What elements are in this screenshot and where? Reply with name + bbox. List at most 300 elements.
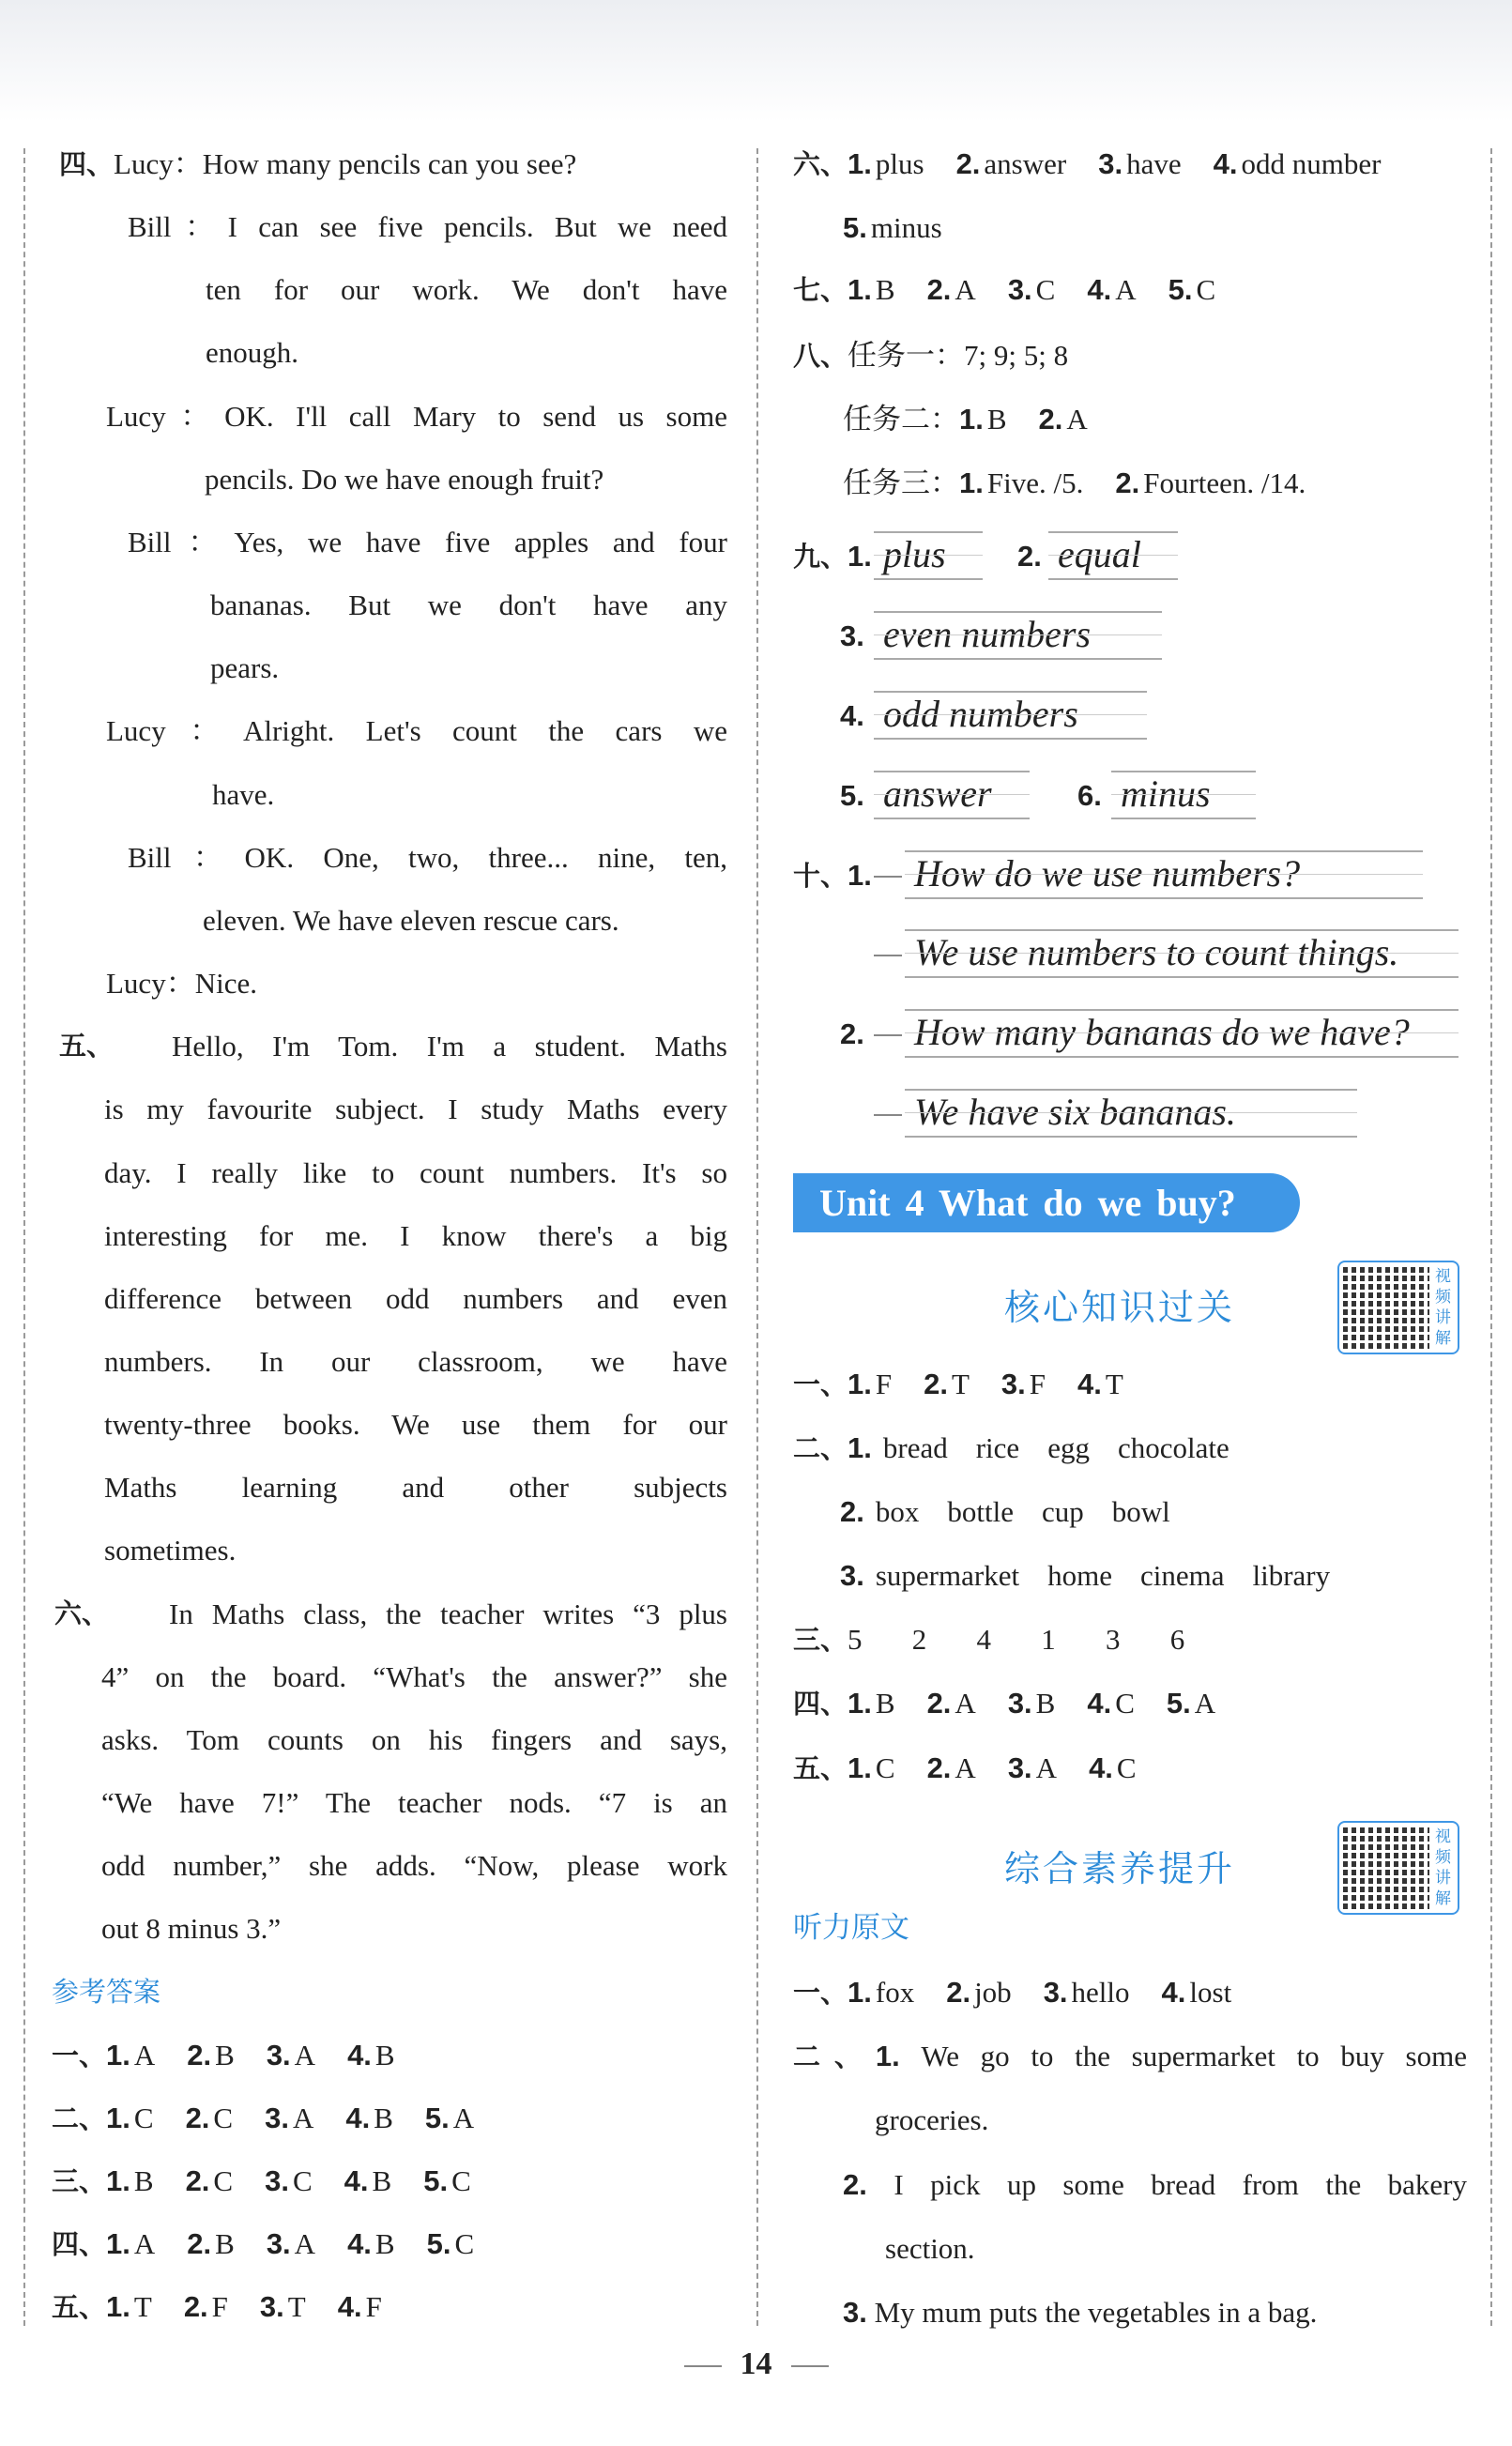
item-answer: F	[211, 2290, 228, 2324]
section-label: 五、	[52, 2291, 107, 2324]
item-number: 1.	[848, 273, 872, 306]
answer-item	[347, 2212, 395, 2275]
section-label: 六、	[793, 148, 848, 180]
answer-row	[840, 1480, 1199, 1543]
item-number: 1.	[106, 2164, 130, 2197]
section-label: 四、	[793, 1688, 848, 1720]
answer-item	[345, 2087, 393, 2149]
page-number-text: 14	[740, 2347, 772, 2381]
handwritten-sentence: We have six bananas.	[905, 1089, 1357, 1138]
answer-item	[1089, 1736, 1137, 1799]
qr-code-icon	[1343, 1266, 1429, 1349]
item-number: 2.	[1038, 403, 1063, 436]
section-label-row	[793, 525, 872, 588]
item-answer: job	[974, 1976, 1012, 2009]
item-answer: B	[374, 2038, 395, 2071]
section-label: 四、	[52, 2228, 107, 2261]
text: Hello, I'm Tom. I'm a student. Maths	[172, 1030, 727, 1063]
item-answer: odd number	[1241, 147, 1382, 180]
answer-item	[425, 2087, 474, 2149]
dash-mark	[874, 955, 902, 956]
answer-word: chocolate	[1117, 1431, 1229, 1464]
section-label: 一、	[793, 1368, 848, 1400]
section-label: 二、	[52, 2102, 107, 2134]
item-number: 4.	[337, 2290, 362, 2324]
passage-line: odd number,” she adds. “Now, please work	[101, 1849, 727, 1883]
item-answer: A	[1035, 1751, 1058, 1784]
answer-row	[793, 1736, 1168, 1799]
item-answer: B	[986, 403, 1007, 436]
answer-word: supermarket	[875, 1559, 1020, 1592]
item-answer: B	[374, 2227, 395, 2261]
item-answer: C	[1196, 273, 1216, 306]
item-number: 4.	[840, 699, 864, 732]
passage-line: difference between odd numbers and even	[104, 1281, 727, 1315]
answer-item	[843, 196, 942, 259]
handwritten-sentence: How do we use numbers?	[905, 850, 1423, 899]
item-answer: T	[951, 1368, 970, 1400]
passage-line: day. I really like to count numbers. It's so	[104, 1155, 727, 1189]
answer-item	[927, 1736, 976, 1799]
item-answer: F	[365, 2290, 382, 2324]
item-answer: C	[1116, 1751, 1137, 1784]
task-answer: 7; 9; 5; 8	[964, 339, 1069, 372]
task-label: 任务二：	[843, 403, 959, 436]
answer-row	[52, 2024, 727, 2087]
passage-line: “We have 7!” The teacher nods. “7 is an	[101, 1786, 727, 1820]
item-number: 4.	[1089, 1751, 1113, 1784]
handwritten-sentence: How many bananas do we have?	[905, 1009, 1459, 1058]
answer-item	[924, 1353, 970, 1415]
item-number: 1.	[106, 2038, 130, 2071]
item-number: 2.	[183, 2290, 208, 2324]
dialogue-line: ten for our work. We don't have	[206, 273, 727, 307]
item-answer: B	[374, 2101, 393, 2134]
section-label: 六、	[54, 1597, 110, 1629]
qr-code-video[interactable]	[1337, 1821, 1459, 1915]
answer-item	[187, 2212, 235, 2275]
column-divider	[1490, 148, 1492, 2326]
answer-word: bowl	[1111, 1495, 1170, 1528]
answer-item	[106, 2087, 154, 2149]
answer-row	[843, 451, 1337, 514]
answer-item	[848, 1961, 914, 2024]
answer-item	[423, 2149, 471, 2212]
passage-line: Maths learning and other subjects	[104, 1471, 727, 1505]
item-number: 2.	[185, 2101, 210, 2134]
dialogue-line: Bill：Yes, we have five apples and four	[128, 525, 727, 558]
section-label: 八、	[793, 340, 848, 372]
item-answer: Five. /5.	[986, 466, 1084, 499]
answer-item	[1087, 258, 1136, 321]
item-number: 5.	[843, 211, 867, 244]
item-answer: C	[1035, 273, 1056, 306]
item-answer: C	[451, 2164, 471, 2197]
section-label: 四、	[59, 148, 115, 180]
item-number: 3.	[266, 2227, 291, 2261]
item-number: 2.	[840, 1017, 864, 1050]
passage-line: asks. Tom counts on his fingers and says,	[101, 1722, 727, 1756]
section-label: 三、	[52, 2165, 107, 2197]
answer-word: library	[1252, 1559, 1331, 1592]
answer-item	[186, 2087, 234, 2149]
item-number: 2.	[1017, 540, 1042, 573]
item-number: 1.	[848, 1687, 872, 1720]
listening-title: 听力原文	[793, 1911, 909, 1945]
answer-row	[793, 258, 1247, 321]
answer-item	[106, 2149, 154, 2212]
item-number: 3.	[1007, 1751, 1032, 1784]
passage-line: numbers. In our classroom, we have	[104, 1344, 727, 1378]
item-number: 3.	[265, 2164, 289, 2197]
item-answer: A	[294, 2227, 316, 2261]
item-answer: F	[1029, 1368, 1046, 1400]
item-answer: A	[133, 2227, 156, 2261]
item-number: 4.	[1213, 147, 1238, 180]
text: In Maths class, the teacher writes “3 plus	[169, 1597, 727, 1630]
dash-mark	[874, 1034, 902, 1036]
item-number: 1.	[848, 540, 872, 573]
item-number: 4.	[344, 2164, 369, 2197]
unit-banner: Unit 4 What do we buy?	[793, 1173, 1300, 1232]
item-number: 4.	[345, 2101, 371, 2134]
item-answer: C	[133, 2101, 154, 2134]
section-title-core: 核心知识过关	[1004, 1287, 1236, 1328]
answer-item	[1039, 388, 1088, 451]
answer-item	[184, 2275, 228, 2338]
item-answer: A	[1066, 403, 1088, 436]
item-number: 4.	[1087, 1687, 1112, 1720]
item-number: 1.	[106, 2290, 130, 2324]
answer-item	[344, 2149, 392, 2212]
item-answer: B	[133, 2164, 154, 2197]
answer-item	[848, 1736, 895, 1799]
answer-row	[793, 1353, 1155, 1415]
section-label: 七、	[793, 274, 848, 306]
answer-item	[927, 1672, 976, 1735]
qr-label: 视频讲解	[1435, 1267, 1451, 1348]
task-label: 任务一：	[848, 339, 965, 372]
answer-item	[959, 388, 1007, 451]
handwritten-answer: answer	[874, 771, 1030, 819]
answer-item	[848, 258, 895, 321]
item-number: 5.	[1166, 1687, 1191, 1720]
item-number: 2.	[926, 1687, 952, 1720]
answer-item	[106, 2212, 155, 2275]
dialogue-line: Lucy：Alright. Let's count the cars we	[106, 714, 727, 748]
item-number: 5.	[1168, 273, 1193, 306]
item-answer: F	[875, 1368, 893, 1400]
answer-item	[338, 2275, 382, 2338]
answer-word: egg	[1047, 1431, 1090, 1464]
item-answer: T	[1105, 1368, 1123, 1400]
answers-title: 参考答案	[52, 1975, 161, 2008]
answer-item	[956, 132, 1067, 195]
passage-line: twenty-three books. We use them for our	[104, 1408, 727, 1442]
qr-code-icon	[1343, 1827, 1429, 1909]
item-number: 1.	[106, 2227, 130, 2261]
item-answer: answer	[984, 147, 1067, 180]
answer-item	[1167, 1672, 1215, 1735]
item-number: 1.	[848, 147, 872, 180]
dialogue-line: pencils. Do we have enough fruit?	[205, 462, 604, 496]
item-number: 3.	[843, 2296, 867, 2329]
answer-item	[1168, 258, 1216, 321]
text: My mum puts the vegetables in a bag.	[874, 2296, 1318, 2329]
item-answer: A	[955, 273, 976, 306]
item-number: 4.	[347, 2038, 372, 2071]
item-number: 4.	[1077, 1368, 1102, 1400]
answer-item	[1087, 1672, 1135, 1735]
dialogue-line: Bill：I can see five pencils. But we need	[128, 210, 727, 244]
item-number: 1.	[959, 466, 984, 499]
answer-row	[52, 2087, 727, 2149]
section-label: 二、	[793, 2041, 876, 2072]
item-answer: C	[1115, 1687, 1135, 1720]
item-answer: minus	[870, 211, 942, 244]
item-number: 1.	[848, 1751, 872, 1784]
text: Lucy：How many pencils can you see?	[114, 147, 577, 180]
passage-line	[52, 1582, 727, 1645]
item-number: 3.	[1000, 1368, 1026, 1400]
item-number: 2.	[924, 1368, 948, 1400]
section-title-improve: 综合素养提升	[1004, 1848, 1236, 1889]
section-label: 五、	[59, 1030, 115, 1062]
handwritten-answer: odd numbers	[874, 691, 1147, 740]
dialogue-line: have.	[212, 777, 275, 811]
item-answer: B	[875, 273, 895, 306]
dialogue-line: enough.	[206, 336, 299, 370]
answer-row	[840, 1544, 1358, 1607]
qr-code-video[interactable]	[1337, 1261, 1459, 1354]
handwritten-sentence: We use numbers to count things.	[905, 929, 1459, 978]
item-answer: C	[292, 2164, 313, 2197]
answer-row	[843, 196, 974, 259]
answer-word: box	[875, 1495, 920, 1528]
item-number: 2.	[1115, 466, 1140, 499]
answer-item	[260, 2275, 306, 2338]
item-number: 2.	[946, 1976, 971, 2009]
item-answer: B	[372, 2164, 392, 2197]
item-answer: have	[1126, 147, 1182, 180]
item-number: 3.	[1098, 147, 1123, 180]
transcript-line	[843, 2153, 1467, 2216]
answer-row	[843, 388, 1120, 451]
section-label: 一、	[793, 1977, 848, 2009]
item-answer: A	[1115, 273, 1137, 306]
item-answer: B	[875, 1687, 895, 1720]
item-answer: hello	[1071, 1976, 1130, 2009]
item-number: 3.	[266, 2038, 291, 2071]
dialogue-line: pears.	[210, 651, 280, 685]
transcript-line	[843, 2281, 1317, 2344]
answer-item	[1162, 1961, 1232, 2024]
handwritten-answer: equal	[1048, 531, 1178, 580]
item-number: 6.	[1077, 779, 1102, 812]
answer-item	[848, 1353, 892, 1415]
transcript-line: groceries.	[875, 2103, 989, 2136]
item-answer: C	[213, 2101, 234, 2134]
answer-item	[106, 2275, 152, 2338]
item-answer: B	[215, 2038, 235, 2071]
item-answer: B	[215, 2227, 235, 2261]
answer-item	[1098, 132, 1181, 195]
passage-line: interesting for me. I know there's a big	[104, 1218, 727, 1252]
item-number: 3.	[259, 2290, 284, 2324]
dialogue-line: Lucy：OK. I'll call Mary to send us some	[106, 399, 727, 433]
answer-word: cup	[1041, 1495, 1084, 1528]
item-number: 2.	[926, 1751, 952, 1784]
item-answer: A	[452, 2101, 475, 2134]
item-answer: B	[1035, 1687, 1056, 1720]
answer-item	[106, 2024, 155, 2087]
dialogue-line: bananas. But we don't have any	[210, 589, 727, 622]
item-number: 1.	[848, 1431, 872, 1464]
item-number: 4.	[347, 2227, 372, 2261]
dialogue-line	[52, 132, 727, 195]
answer-row	[793, 1961, 1263, 2024]
answer-row	[52, 2149, 727, 2212]
answer-item	[1077, 1353, 1123, 1415]
answer-text: 5 2 4 1 3 6	[848, 1623, 1185, 1656]
item-answer: Fourteen. /14.	[1143, 466, 1306, 499]
answer-item	[1044, 1961, 1130, 2024]
item-number: 5.	[424, 2101, 450, 2134]
answer-item	[1214, 132, 1382, 195]
item-number: 3.	[1007, 273, 1032, 306]
answer-item	[427, 2212, 475, 2275]
answer-item	[946, 1961, 1011, 2024]
section-label: 二、	[793, 1432, 848, 1464]
column-divider	[23, 148, 25, 2326]
passage-line: sometimes.	[104, 1534, 237, 1567]
item-number: 5.	[423, 2164, 449, 2197]
item-number: 2.	[840, 1495, 864, 1528]
transcript-line: section.	[885, 2232, 975, 2265]
item-answer: C	[875, 1751, 895, 1784]
handwritten-answer: even numbers	[874, 611, 1162, 660]
item-number: 3.	[840, 1559, 864, 1592]
answer-item	[186, 2149, 234, 2212]
answer-row	[793, 1608, 1184, 1671]
text: I pick up some bread from the bakery	[893, 2168, 1468, 2201]
item-number: 1.	[848, 1976, 872, 2009]
dialogue-line: eleven. We have eleven rescue cars.	[203, 903, 619, 937]
section-label: 三、	[793, 1624, 848, 1656]
item-number: 2.	[187, 2227, 212, 2261]
handwritten-answer: plus	[874, 531, 983, 580]
answer-item	[267, 2212, 315, 2275]
answer-row	[52, 2212, 727, 2275]
qr-label: 视频讲解	[1435, 1827, 1451, 1908]
section-label: 一、	[52, 2039, 107, 2071]
handwritten-answer: minus	[1111, 771, 1256, 819]
item-answer: A	[133, 2038, 156, 2071]
page-header-band	[0, 0, 1512, 122]
item-number: 4.	[1161, 1976, 1186, 2009]
page-number	[0, 2347, 1512, 2382]
item-answer: C	[454, 2227, 475, 2261]
answer-item	[265, 2149, 313, 2212]
transcript-line	[793, 2025, 1467, 2087]
item-number: 1.	[959, 403, 984, 436]
item-answer: A	[1194, 1687, 1216, 1720]
item-number: 3.	[265, 2101, 289, 2134]
item-answer: A	[292, 2101, 314, 2134]
answer-row	[52, 2275, 727, 2338]
passage-line: out 8 minus 3.”	[101, 1912, 282, 1946]
item-number: 3.	[1043, 1976, 1068, 2009]
section-label: 五、	[793, 1752, 848, 1784]
answer-item	[267, 2024, 315, 2087]
answer-word: cinema	[1139, 1559, 1225, 1592]
passage-line: is my favourite subject. I study Maths every	[104, 1093, 727, 1126]
task-label: 任务三：	[843, 466, 959, 499]
item-number: 4.	[1087, 273, 1112, 306]
text: We go to the supermarket to buy some	[921, 2040, 1467, 2072]
answer-item	[1115, 451, 1306, 514]
section-label: 十、	[793, 860, 848, 892]
item-answer: T	[287, 2290, 306, 2324]
item-number: 3.	[840, 619, 864, 652]
answer-item	[1001, 1353, 1046, 1415]
item-number: 5.	[426, 2227, 451, 2261]
item-answer: A	[955, 1751, 976, 1784]
answer-item	[1008, 1736, 1057, 1799]
answer-item	[927, 258, 976, 321]
answer-word: home	[1047, 1559, 1112, 1592]
item-answer: A	[294, 2038, 316, 2071]
dialogue-line: Lucy：Nice.	[106, 967, 257, 1001]
item-number: 2.	[955, 147, 981, 180]
section-label-row	[793, 844, 872, 907]
answer-item	[848, 132, 924, 195]
item-number: 5.	[840, 779, 864, 812]
item-answer: A	[955, 1687, 976, 1720]
answer-word: bread	[882, 1431, 948, 1464]
item-number: 2.	[843, 2168, 867, 2201]
answer-row	[793, 1672, 1247, 1735]
item-number: 1.	[848, 1368, 872, 1400]
answer-row	[793, 1416, 1258, 1479]
item-number: 1.	[106, 2101, 130, 2134]
passage-line: 4” on the board. “What's the answer?” she	[101, 1659, 727, 1693]
answer-item	[187, 2024, 235, 2087]
section-label: 九、	[793, 541, 848, 573]
column-divider	[756, 148, 758, 2326]
dash-mark	[874, 1114, 902, 1116]
item-number: 3.	[1007, 1687, 1032, 1720]
item-answer: plus	[875, 147, 924, 180]
item-number: 1.	[848, 859, 872, 892]
item-answer: lost	[1189, 1976, 1232, 2009]
dash-mark	[874, 876, 902, 878]
answer-item	[265, 2087, 313, 2149]
answer-item	[848, 1672, 895, 1735]
item-number: 2.	[185, 2164, 210, 2197]
item-answer: C	[213, 2164, 234, 2197]
answer-row	[793, 132, 1413, 195]
answer-item	[1008, 258, 1056, 321]
left-column	[52, 132, 727, 2338]
passage-line	[52, 1015, 727, 1078]
item-number: 2.	[187, 2038, 212, 2071]
answer-item	[959, 451, 1083, 514]
answer-item	[347, 2024, 395, 2087]
item-number: 2.	[926, 273, 952, 306]
item-answer: T	[133, 2290, 152, 2324]
answer-word: bottle	[947, 1495, 1014, 1528]
